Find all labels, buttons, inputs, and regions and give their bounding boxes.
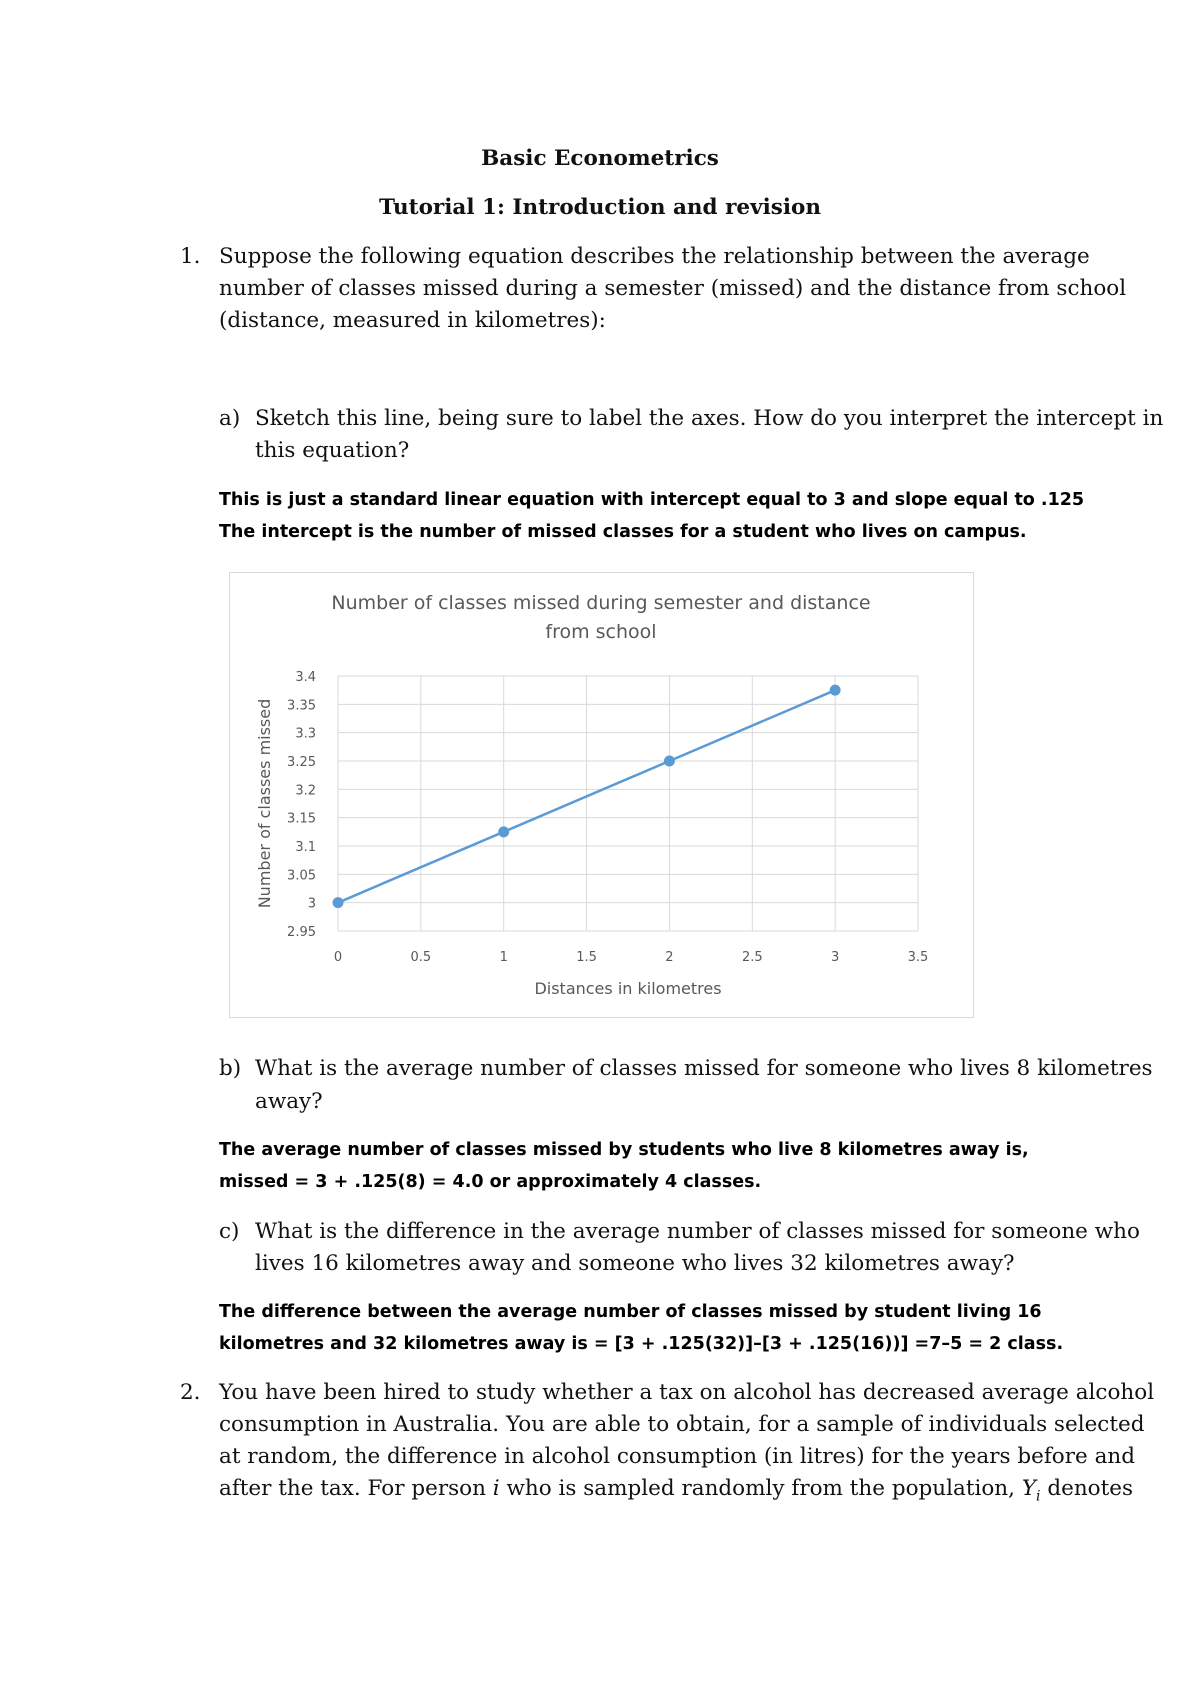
question-2-line-4-suffix: denotes [1040,1476,1134,1501]
question-1-line-2: number of classes missed during a semester (missed) and the distance from school [219,276,1127,301]
question-2-line-4-mid: who is sampled randomly from the population, [499,1476,1022,1501]
part-b-line-1: What is the average number of classes missed for someone who lives 8 kilometres [255,1056,1153,1081]
part-b-answer-line-2: missed = 3 + .125(8) = 4.0 or approximately 4 classes. [219,1172,762,1192]
y-tick-label: 3.05 [287,868,316,884]
question-1-number: 1. [180,244,201,269]
part-c-marker: c) [219,1219,240,1244]
part-c-line-2: lives 16 kilometres away and someone who lives 32 kilometres away? [255,1251,1015,1276]
data-point [498,826,509,837]
part-a-marker: a) [219,406,241,431]
y-tick-label: 3.25 [287,755,316,770]
part-c-answer-line-2: kilometres and 32 kilometres away is = [3 + .125(32)]–[3 + .125(16))] =7–5 = 2 class. [219,1334,1064,1354]
variable-Y: Y [1021,1476,1037,1501]
x-tick-label: 1.5 [576,950,597,965]
part-a-answer-line-2: The intercept is the number of missed classes for a student who lives on campus. [219,522,1027,542]
part-c-answer-line-1: The difference between the average number of classes missed by student living 16 [219,1302,1042,1322]
question-2-number: 2. [180,1380,201,1405]
y-tick-label: 3.2 [295,783,316,799]
part-b-line-2: away? [255,1089,323,1114]
person-index-i: i [492,1476,500,1501]
y-tick-label: 3.35 [287,698,316,714]
part-c-line-1: What is the difference in the average number of classes missed for someone who [255,1219,1140,1244]
y-tick-label: 3.15 [287,811,316,827]
part-b-marker: b) [219,1056,242,1081]
data-point [830,685,841,696]
y-tick-label: 3.3 [295,726,316,742]
x-tick-label: 0.5 [410,950,432,965]
part-a-answer-line-1: This is just a standard linear equation with intercept equal to 3 and slope equal to .125 [219,490,1085,510]
y-tick-label: 3 [307,896,316,912]
data-point [333,897,344,908]
chart-title-line-2: from school [545,621,657,643]
x-tick-label: 2 [665,950,674,965]
question-2-line-1: You have been hired to study whether a tax on alcohol has decreased average alcohol [219,1380,1155,1405]
document-title: Basic Econometrics [481,146,719,171]
part-a-line-1: Sketch this line, being sure to label the axes. How do you interpret the intercept in [255,406,1164,431]
chart-title-line-1: Number of classes missed during semester and distance [331,592,871,614]
variable-Y-subscript: i [1036,1488,1041,1505]
x-axis-label: Distances in kilometres [534,979,722,998]
question-1-line-1: Suppose the following equation describes the relationship between the average [219,244,1090,269]
question-2-line-2: consumption in Australia. You are able to obtain, for a sample of individuals selected [219,1412,1145,1437]
x-tick-label: 0 [333,950,343,965]
question-1-line-3: (distance, measured in kilometres): [219,308,606,333]
chart-svg [230,573,973,1017]
question-2-line-4 [219,1476,1133,1504]
x-tick-label: 2.5 [741,950,763,965]
x-tick-label: 1 [499,950,508,965]
x-tick-label: 3 [831,950,840,965]
question-2-line-4-prefix: after the tax. For person [219,1476,493,1501]
question-2-line-3: at random, the difference in alcohol consumption (in litres) for the years before and [219,1444,1136,1469]
line-chart [229,572,974,1018]
data-point [664,756,675,767]
y-tick-label: 2.95 [287,925,316,940]
y-tick-label: 3.1 [295,840,316,855]
part-b-answer-line-1: The average number of classes missed by students who live 8 kilometres away is, [219,1140,1029,1160]
document-subtitle: Tutorial 1: Introduction and revision [379,195,821,220]
x-tick-label: 3.5 [907,950,929,965]
y-axis-label: Number of classes missed [255,698,274,909]
part-a-line-2: this equation? [255,438,410,463]
y-tick-label: 3.4 [295,670,316,685]
